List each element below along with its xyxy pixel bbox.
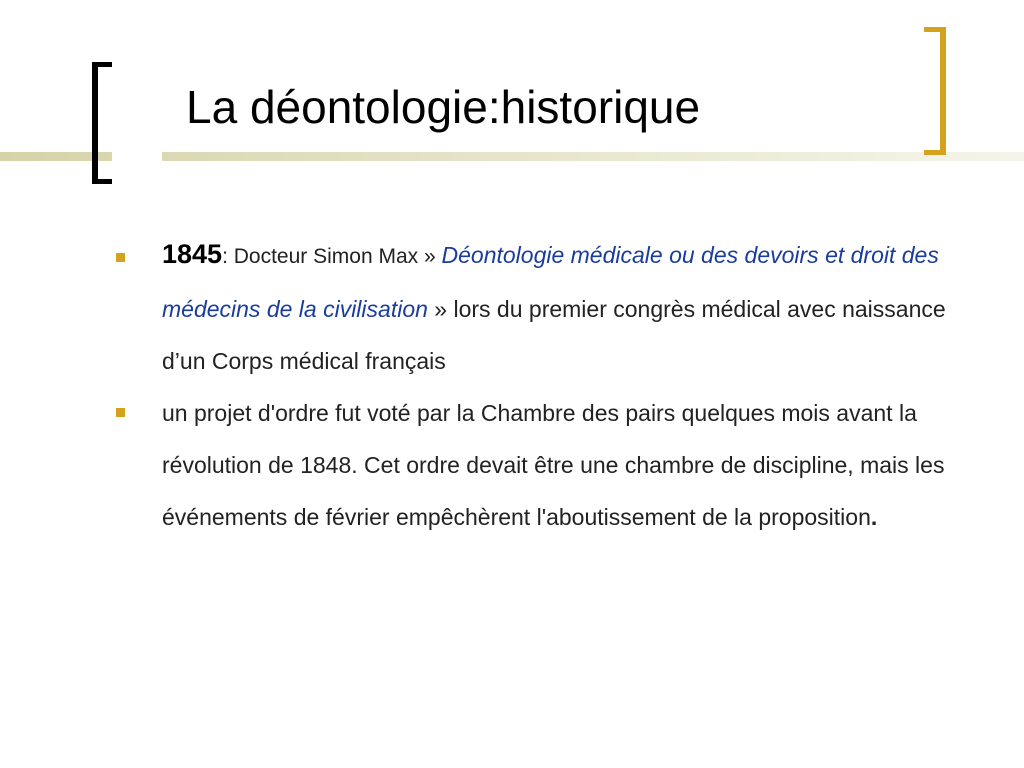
bullet-item-projet — [114, 387, 954, 543]
bullet-text — [162, 228, 952, 387]
square-bullet-icon — [116, 408, 125, 417]
bullet-author: : Docteur Simon Max » — [222, 245, 442, 268]
bullet-list — [114, 228, 954, 543]
bullet-period: . — [870, 504, 878, 530]
slide-title: La déontologie:historique — [186, 81, 701, 133]
right-bracket-decoration — [924, 27, 946, 155]
bullet-item-1845 — [114, 228, 954, 387]
book-title: Déontologie médicale ou des devoirs et droit des médecins de la civilisation — [162, 242, 939, 322]
bullet-continuation: » lors du premier congrès médical avec naissance d’un Corps médical français — [162, 296, 946, 374]
bullet-year: 1845 — [162, 239, 223, 269]
bracket-gap-decoration — [112, 152, 162, 161]
square-bullet-icon — [116, 253, 125, 262]
left-bracket-decoration — [92, 62, 112, 184]
bullet-text — [162, 387, 952, 543]
bullet-body: un projet d'ordre fut voté par la Chambre des pairs quelques mois avant la révolution de 1848. Cet ordre devait être une chambre de discipline, mais les événements de février empêchèrent l'aboutissement de la proposition — [162, 400, 945, 530]
